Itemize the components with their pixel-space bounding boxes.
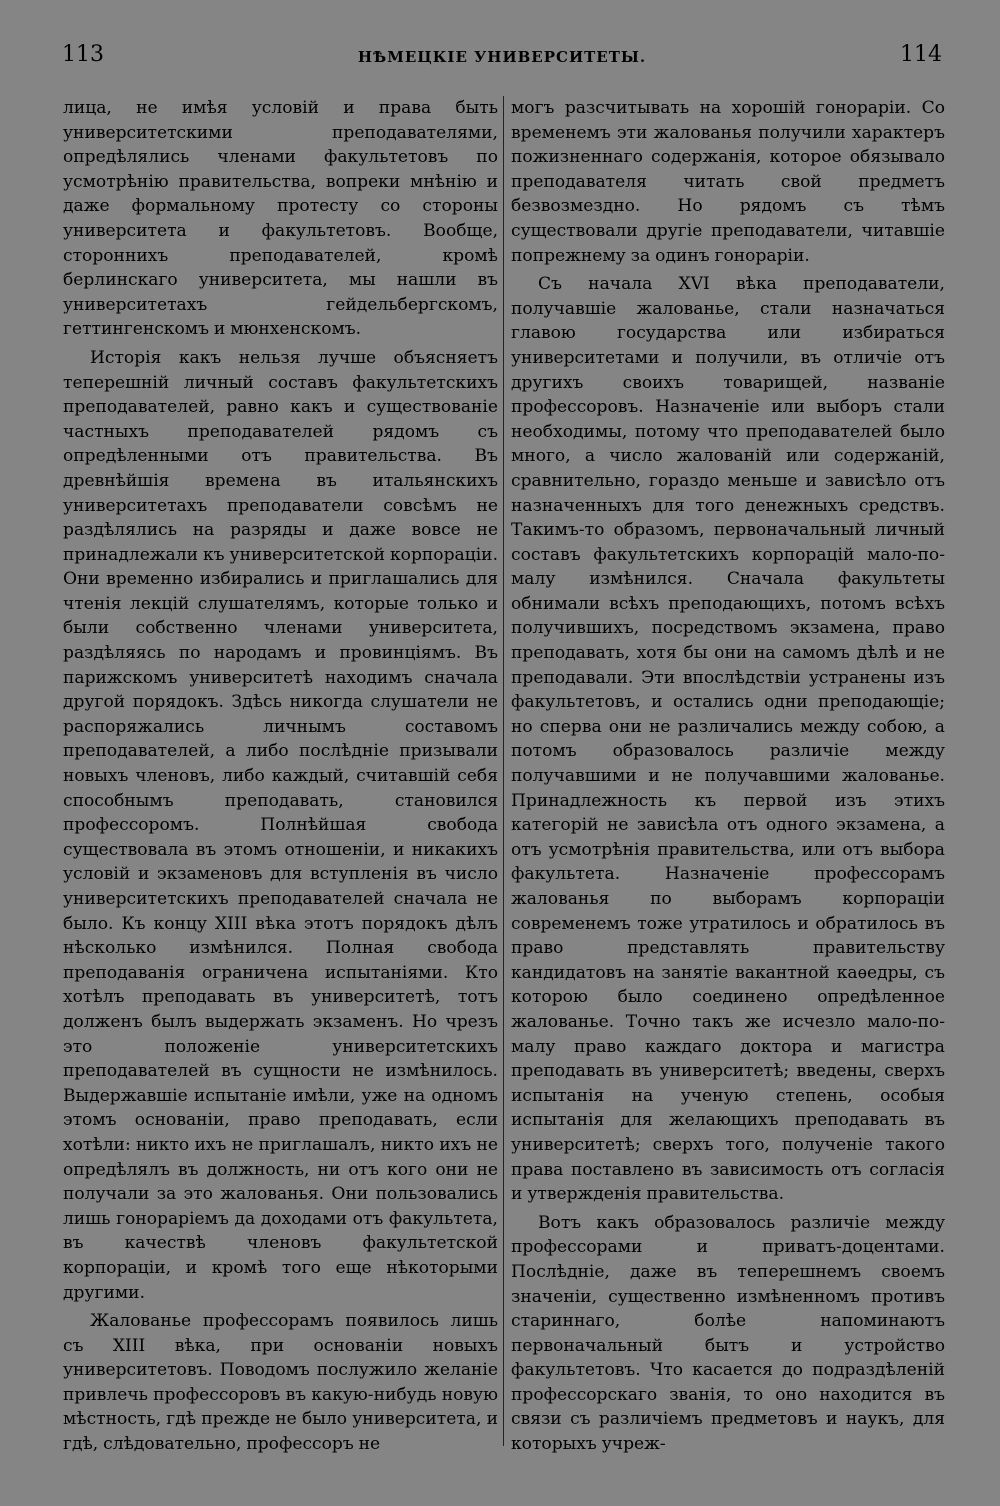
column-divider — [503, 96, 504, 1446]
paragraph: могъ разсчитывать на хорошій гонораріи. Со временемъ эти жалованья получили характеръ пожизненнаго содержанія, которое обязывало преподавателя читать свой предметъ безвозмездно. Но рядомъ съ тѣмъ существовали другіе преподаватели, читавшіе попрежнему за одинъ гонораріи. — [511, 98, 945, 266]
right-column — [511, 96, 945, 1457]
paragraph: Жалованье профессорамъ появилось лишь съ XIII вѣка, при основаніи новыхъ университетовъ. Поводомъ послужило желаніе привлечь профессоровъ въ какую-нибудь новую мѣстность, гдѣ прежде не было университета, и гдѣ, слѣдовательно, профессоръ не — [63, 1311, 498, 1455]
page-number-right: 114 — [900, 42, 942, 67]
paragraph: лица, не имѣя условій и права быть университетскими преподавателями, опредѣлялись членами факультетовъ по усмотрѣнію правительства, вопреки мнѣнію и даже формальному протесту со стороны университета и факультетовъ. Вообще, стороннихъ преподавателей, кромѣ берлинскаго университета, мы нашли въ университетахъ гейдельбергскомъ, геттингенскомъ и мюнхенскомъ. — [63, 98, 498, 340]
paragraph: Вотъ какъ образовалось различіе между профессорами и приватъ-доцентами. Послѣдніе, даже въ теперешнемъ своемъ значеніи, существенно измѣненномъ противъ стариннаго, болѣе напоминаютъ первоначальный бытъ и устройство факультетовъ. Что касается до подраздѣленій профессорскаго званія, то оно находится въ связи съ различіемъ предметовъ и наукъ, для которыхъ учреж- — [511, 1212, 945, 1455]
left-column — [63, 96, 498, 1457]
paragraph: Съ начала XVI вѣка преподаватели, получавшіе жалованье, стали назначаться главою государства или избираться университетами и получили, въ отличіе отъ другихъ своихъ товарищей, названіе профессоровъ. Назначеніе или выборъ стали необходимы, потому что преподавателей было много, а число жалованій или содержаній, сравнительно, гораздо меньше и зависѣло отъ назначенныхъ для того денежныхъ средствъ. Такимъ-то образомъ, первоначальный личный составъ факультетскихъ корпорацій мало-по-малу измѣнился. Сначала факультеты обнимали всѣхъ преподающихъ, потомъ всѣхъ получившихъ, посредствомъ экзамена, право преподавать, хотя бы они на самомъ дѣлѣ и не преподавали. Эти впослѣдствіи устранены изъ факультетовъ, и остались одни преподающіе; но сперва они не различались между собою, а потомъ образовалось различіе между получавшими и не получавшими жалованье. Принадлежность къ первой изъ этихъ категорій не зависѣла отъ одного экзамена, а отъ усмотрѣнія правительства, или отъ выбора факультета. Назначеніе профессорамъ жалованья по выборамъ корпораціи современемъ тоже утратилось и обратилось въ право представлять правительству кандидатовъ на занятіе вакантной каѳедры, съ которою было соединено опредѣленное жалованье. Точно такъ же исчезло мало-по-малу право каждаго доктора и магистра преподавать въ университетѣ; введены, сверхъ испытанія на ученую степень, особыя испытанія для желающихъ преподавать въ университетѣ; сверхъ того, полученіе такого права поставлено въ зависимость отъ согласія и утвержденія правительства. — [511, 274, 945, 1205]
paragraph: Исторія какъ нельзя лучше объясняетъ теперешній личный составъ факультетскихъ преподавателей, равно какъ и существованіе частныхъ преподавателей рядомъ съ опредѣленными отъ правительства. Въ древнѣйшія времена въ итальянскихъ университетахъ преподаватели совсѣмъ не раздѣлялись на разряды и даже вовсе не принадлежали къ университетской корпораціи. Они временно избирались и приглашались для чтенія лекцій слушателямъ, которые только и были собственно членами университета, раздѣляясь по народамъ и провинціямъ. Въ парижскомъ университетѣ находимъ сначала другой порядокъ. Здѣсь никогда слушатели не распоряжались личнымъ составомъ преподавателей, а либо послѣдніе призывали новыхъ членовъ, либо каждый, считавшій себя способнымъ преподавать, становился профессоромъ. Полнѣйшая свобода существовала въ этомъ отношеніи, и никакихъ условій и экзаменовъ для вступленія въ число университетскихъ преподавателей сначала не было. Къ концу XIII вѣка этотъ порядокъ дѣлъ нѣсколько измѣнился. Полная свобода преподаванія ограничена испытаніями. Кто хотѣлъ преподавать въ университетѣ, тотъ долженъ былъ выдержать экзаменъ. Но чрезъ это положеніе университетскихъ преподавателей въ сущности не измѣнилось. Выдержавшіе испытаніе имѣли, уже на одномъ этомъ основаніи, право преподавать, если хотѣли: никто ихъ не приглашалъ, никто ихъ не опредѣлялъ въ должность, ни отъ кого они не получали за это жалованья. Они пользовались лишь гонораріемъ да доходами отъ факультета, въ качествѣ членовъ факультетской корпораціи, и кромѣ того еще нѣкоторыми другими. — [63, 347, 498, 1303]
page-header — [62, 42, 942, 78]
running-title: НѢМЕЦКІЕ УНИВЕРСИТЕТЫ. — [357, 48, 647, 66]
page-number-left: 113 — [62, 42, 104, 67]
